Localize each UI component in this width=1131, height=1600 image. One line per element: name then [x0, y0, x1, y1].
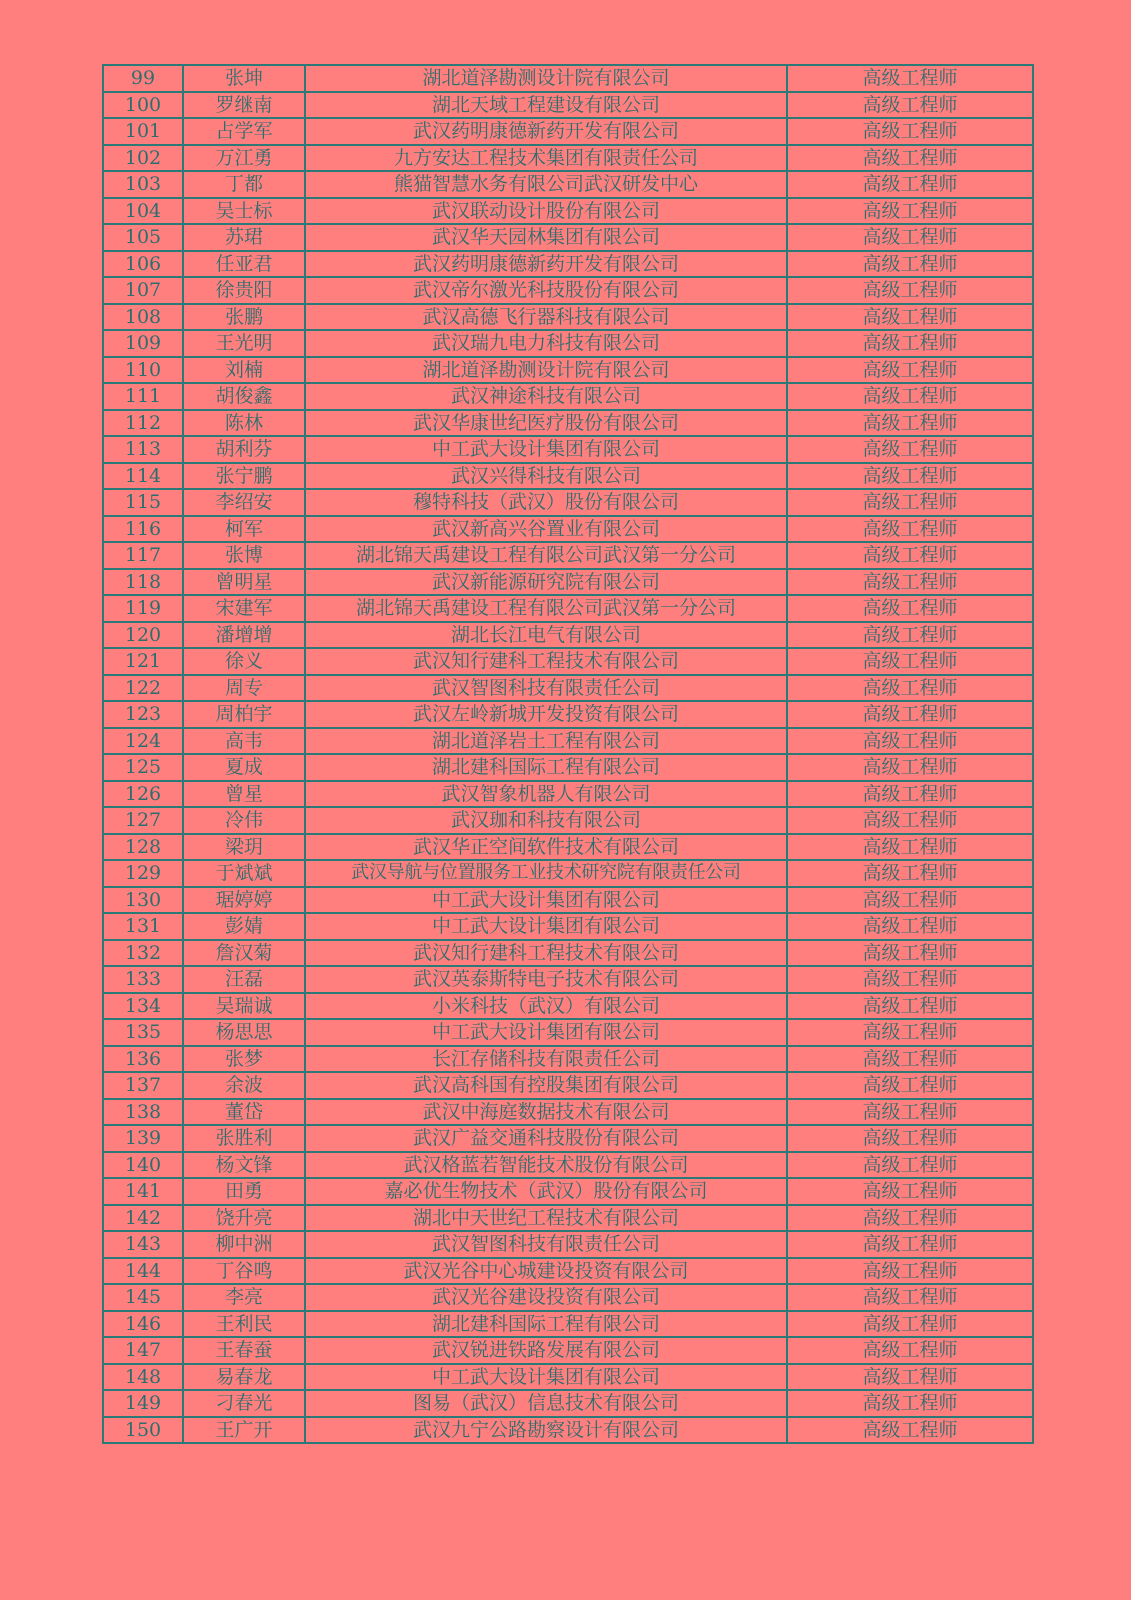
organization-cell: 中工武大设计集团有限公司 [305, 887, 787, 914]
person-name-cell: 丁谷鸣 [183, 1258, 305, 1285]
table-row [103, 913, 1033, 940]
professional-title-cell: 高级工程师 [787, 1390, 1033, 1417]
person-name-cell: 梁玥 [183, 834, 305, 861]
professional-title-cell: 高级工程师 [787, 569, 1033, 596]
row-number-cell: 125 [103, 754, 183, 781]
row-number-cell: 122 [103, 675, 183, 702]
row-number-cell: 126 [103, 781, 183, 808]
person-name-cell: 饶升亮 [183, 1205, 305, 1232]
person-name-cell: 于斌斌 [183, 860, 305, 887]
organization-cell: 长江存储科技有限责任公司 [305, 1046, 787, 1073]
organization-cell: 湖北中天世纪工程技术有限公司 [305, 1205, 787, 1232]
organization-cell: 小米科技（武汉）有限公司 [305, 993, 787, 1020]
professional-title-cell: 高级工程师 [787, 1231, 1033, 1258]
person-name-cell: 胡利芬 [183, 436, 305, 463]
table-row [103, 1364, 1033, 1391]
organization-cell: 穆特科技（武汉）股份有限公司 [305, 489, 787, 516]
organization-cell: 武汉珈和科技有限公司 [305, 807, 787, 834]
professional-title-cell: 高级工程师 [787, 357, 1033, 384]
organization-cell: 武汉光谷中心城建设投资有限公司 [305, 1258, 787, 1285]
person-name-cell: 汪磊 [183, 966, 305, 993]
person-name-cell: 柳中洲 [183, 1231, 305, 1258]
organization-cell: 武汉高科国有控股集团有限公司 [305, 1072, 787, 1099]
organization-cell: 武汉锐进铁路发展有限公司 [305, 1337, 787, 1364]
organization-cell: 嘉必优生物技术（武汉）股份有限公司 [305, 1178, 787, 1205]
table-row [103, 489, 1033, 516]
organization-cell: 武汉九宁公路勘察设计有限公司 [305, 1417, 787, 1444]
row-number-cell: 115 [103, 489, 183, 516]
table-row [103, 622, 1033, 649]
person-name-cell: 刘楠 [183, 357, 305, 384]
organization-cell: 武汉瑞九电力科技有限公司 [305, 330, 787, 357]
person-name-cell: 詹汉菊 [183, 940, 305, 967]
professional-title-cell: 高级工程师 [787, 834, 1033, 861]
organization-cell: 武汉左岭新城开发投资有限公司 [305, 701, 787, 728]
professional-title-cell: 高级工程师 [787, 887, 1033, 914]
person-name-cell: 周专 [183, 675, 305, 702]
table-row [103, 887, 1033, 914]
row-number-cell: 130 [103, 887, 183, 914]
row-number-cell: 118 [103, 569, 183, 596]
organization-cell: 武汉新高兴谷置业有限公司 [305, 516, 787, 543]
person-name-cell: 张鹏 [183, 304, 305, 331]
organization-cell: 武汉新能源研究院有限公司 [305, 569, 787, 596]
professional-title-cell: 高级工程师 [787, 1205, 1033, 1232]
row-number-cell: 106 [103, 251, 183, 278]
organization-cell: 九方安达工程技术集团有限责任公司 [305, 145, 787, 172]
professional-title-cell: 高级工程师 [787, 224, 1033, 251]
row-number-cell: 132 [103, 940, 183, 967]
table-row [103, 330, 1033, 357]
professional-title-cell: 高级工程师 [787, 383, 1033, 410]
row-number-cell: 108 [103, 304, 183, 331]
professional-title-cell: 高级工程师 [787, 198, 1033, 225]
organization-cell: 武汉华康世纪医疗股份有限公司 [305, 410, 787, 437]
professional-title-cell: 高级工程师 [787, 1311, 1033, 1338]
person-name-cell: 冷伟 [183, 807, 305, 834]
table-row [103, 277, 1033, 304]
table-row [103, 728, 1033, 755]
table-row [103, 648, 1033, 675]
row-number-cell: 134 [103, 993, 183, 1020]
table-row [103, 410, 1033, 437]
row-number-cell: 133 [103, 966, 183, 993]
row-number-cell: 102 [103, 145, 183, 172]
table-row [103, 781, 1033, 808]
row-number-cell: 117 [103, 542, 183, 569]
row-number-cell: 129 [103, 860, 183, 887]
person-name-cell: 周柏宇 [183, 701, 305, 728]
professional-title-cell: 高级工程师 [787, 913, 1033, 940]
person-name-cell: 夏成 [183, 754, 305, 781]
professional-title-cell: 高级工程师 [787, 701, 1033, 728]
table-row [103, 834, 1033, 861]
organization-cell: 湖北道泽勘测设计院有限公司 [305, 357, 787, 384]
row-number-cell: 109 [103, 330, 183, 357]
organization-cell: 武汉帝尔激光科技股份有限公司 [305, 277, 787, 304]
row-number-cell: 100 [103, 92, 183, 119]
organization-cell: 武汉药明康德新药开发有限公司 [305, 118, 787, 145]
professional-title-cell: 高级工程师 [787, 966, 1033, 993]
table-row [103, 1417, 1033, 1444]
table-row [103, 1337, 1033, 1364]
table-row [103, 1258, 1033, 1285]
person-name-cell: 张宁鹏 [183, 463, 305, 490]
row-number-cell: 131 [103, 913, 183, 940]
table-row [103, 65, 1033, 92]
row-number-cell: 114 [103, 463, 183, 490]
person-name-cell: 柯军 [183, 516, 305, 543]
professional-title-cell: 高级工程师 [787, 410, 1033, 437]
professional-title-cell: 高级工程师 [787, 675, 1033, 702]
person-name-cell: 王广开 [183, 1417, 305, 1444]
table-row [103, 569, 1033, 596]
professional-title-cell: 高级工程师 [787, 1125, 1033, 1152]
organization-cell: 中工武大设计集团有限公司 [305, 1364, 787, 1391]
person-name-cell: 余波 [183, 1072, 305, 1099]
organization-cell: 湖北道泽岩土工程有限公司 [305, 728, 787, 755]
person-name-cell: 易春龙 [183, 1364, 305, 1391]
row-number-cell: 138 [103, 1099, 183, 1126]
professional-title-cell: 高级工程师 [787, 436, 1033, 463]
person-name-cell: 王春蚕 [183, 1337, 305, 1364]
roster-page [102, 64, 1032, 1444]
professional-title-cell: 高级工程师 [787, 807, 1033, 834]
person-name-cell: 刁春光 [183, 1390, 305, 1417]
table-row [103, 463, 1033, 490]
organization-cell: 湖北道泽勘测设计院有限公司 [305, 65, 787, 92]
professional-title-cell: 高级工程师 [787, 648, 1033, 675]
row-number-cell: 120 [103, 622, 183, 649]
professional-title-cell: 高级工程师 [787, 1364, 1033, 1391]
organization-cell: 武汉知行建科工程技术有限公司 [305, 940, 787, 967]
row-number-cell: 128 [103, 834, 183, 861]
organization-cell: 熊猫智慧水务有限公司武汉研发中心 [305, 171, 787, 198]
row-number-cell: 103 [103, 171, 183, 198]
table-row [103, 118, 1033, 145]
professional-title-cell: 高级工程师 [787, 1284, 1033, 1311]
professional-title-cell: 高级工程师 [787, 145, 1033, 172]
row-number-cell: 148 [103, 1364, 183, 1391]
row-number-cell: 104 [103, 198, 183, 225]
professional-title-cell: 高级工程师 [787, 622, 1033, 649]
person-name-cell: 任亚君 [183, 251, 305, 278]
row-number-cell: 124 [103, 728, 183, 755]
row-number-cell: 142 [103, 1205, 183, 1232]
table-row [103, 1152, 1033, 1179]
person-name-cell: 吴士标 [183, 198, 305, 225]
organization-cell: 湖北天域工程建设有限公司 [305, 92, 787, 119]
person-name-cell: 董岱 [183, 1099, 305, 1126]
person-name-cell: 彭婧 [183, 913, 305, 940]
row-number-cell: 101 [103, 118, 183, 145]
table-row [103, 1019, 1033, 1046]
professional-title-cell: 高级工程师 [787, 92, 1033, 119]
professional-title-cell: 高级工程师 [787, 251, 1033, 278]
row-number-cell: 139 [103, 1125, 183, 1152]
person-name-cell: 宋建军 [183, 595, 305, 622]
table-row [103, 1099, 1033, 1126]
organization-cell: 中工武大设计集团有限公司 [305, 913, 787, 940]
row-number-cell: 140 [103, 1152, 183, 1179]
person-name-cell: 张胜利 [183, 1125, 305, 1152]
row-number-cell: 107 [103, 277, 183, 304]
row-number-cell: 105 [103, 224, 183, 251]
table-row [103, 251, 1033, 278]
row-number-cell: 127 [103, 807, 183, 834]
row-number-cell: 119 [103, 595, 183, 622]
person-name-cell: 李亮 [183, 1284, 305, 1311]
person-name-cell: 吴瑞诚 [183, 993, 305, 1020]
table-row [103, 383, 1033, 410]
organization-cell: 武汉智图科技有限责任公司 [305, 1231, 787, 1258]
organization-cell: 武汉兴得科技有限公司 [305, 463, 787, 490]
organization-cell: 武汉英泰斯特电子技术有限公司 [305, 966, 787, 993]
professional-title-cell: 高级工程师 [787, 330, 1033, 357]
professional-title-cell: 高级工程师 [787, 171, 1033, 198]
professional-title-cell: 高级工程师 [787, 1152, 1033, 1179]
organization-cell: 武汉广益交通科技股份有限公司 [305, 1125, 787, 1152]
organization-cell: 武汉智图科技有限责任公司 [305, 675, 787, 702]
table-row [103, 1046, 1033, 1073]
table-row [103, 701, 1033, 728]
row-number-cell: 147 [103, 1337, 183, 1364]
table-row [103, 1311, 1033, 1338]
table-row [103, 171, 1033, 198]
row-number-cell: 113 [103, 436, 183, 463]
table-row [103, 1072, 1033, 1099]
row-number-cell: 112 [103, 410, 183, 437]
professional-title-cell: 高级工程师 [787, 1099, 1033, 1126]
person-name-cell: 张坤 [183, 65, 305, 92]
professional-title-cell: 高级工程师 [787, 781, 1033, 808]
table-row [103, 1125, 1033, 1152]
person-name-cell: 徐义 [183, 648, 305, 675]
professional-title-cell: 高级工程师 [787, 65, 1033, 92]
professional-title-cell: 高级工程师 [787, 595, 1033, 622]
professional-title-cell: 高级工程师 [787, 542, 1033, 569]
professional-title-cell: 高级工程师 [787, 463, 1033, 490]
table-row [103, 92, 1033, 119]
table-row [103, 542, 1033, 569]
person-name-cell: 胡俊鑫 [183, 383, 305, 410]
table-row [103, 595, 1033, 622]
row-number-cell: 149 [103, 1390, 183, 1417]
row-number-cell: 137 [103, 1072, 183, 1099]
organization-cell: 中工武大设计集团有限公司 [305, 1019, 787, 1046]
table-row [103, 860, 1033, 887]
person-name-cell: 丁都 [183, 171, 305, 198]
organization-cell: 中工武大设计集团有限公司 [305, 436, 787, 463]
person-name-cell: 张博 [183, 542, 305, 569]
person-name-cell: 罗继南 [183, 92, 305, 119]
organization-cell: 湖北长江电气有限公司 [305, 622, 787, 649]
organization-cell: 图易（武汉）信息技术有限公司 [305, 1390, 787, 1417]
organization-cell: 武汉神途科技有限公司 [305, 383, 787, 410]
organization-cell: 武汉华正空间软件技术有限公司 [305, 834, 787, 861]
organization-cell: 武汉华天园林集团有限公司 [305, 224, 787, 251]
table-row [103, 1284, 1033, 1311]
person-name-cell: 曾星 [183, 781, 305, 808]
roster-table-body [103, 65, 1033, 1443]
organization-cell: 武汉中海庭数据技术有限公司 [305, 1099, 787, 1126]
professional-title-cell: 高级工程师 [787, 993, 1033, 1020]
table-row [103, 145, 1033, 172]
person-name-cell: 陈林 [183, 410, 305, 437]
table-row [103, 304, 1033, 331]
table-row [103, 966, 1033, 993]
professional-title-cell: 高级工程师 [787, 728, 1033, 755]
table-row [103, 754, 1033, 781]
person-name-cell: 琚婷婷 [183, 887, 305, 914]
row-number-cell: 141 [103, 1178, 183, 1205]
organization-cell: 湖北锦天禹建设工程有限公司武汉第一分公司 [305, 542, 787, 569]
table-row [103, 516, 1033, 543]
row-number-cell: 123 [103, 701, 183, 728]
organization-cell: 武汉知行建科工程技术有限公司 [305, 648, 787, 675]
professional-title-cell: 高级工程师 [787, 1072, 1033, 1099]
person-name-cell: 杨文锋 [183, 1152, 305, 1179]
row-number-cell: 111 [103, 383, 183, 410]
person-name-cell: 田勇 [183, 1178, 305, 1205]
row-number-cell: 110 [103, 357, 183, 384]
row-number-cell: 146 [103, 1311, 183, 1338]
professional-title-cell: 高级工程师 [787, 1019, 1033, 1046]
person-name-cell: 高韦 [183, 728, 305, 755]
person-name-cell: 万江勇 [183, 145, 305, 172]
row-number-cell: 99 [103, 65, 183, 92]
person-name-cell: 张梦 [183, 1046, 305, 1073]
organization-cell: 武汉联动设计股份有限公司 [305, 198, 787, 225]
row-number-cell: 150 [103, 1417, 183, 1444]
person-name-cell: 王利民 [183, 1311, 305, 1338]
row-number-cell: 121 [103, 648, 183, 675]
person-name-cell: 潘增增 [183, 622, 305, 649]
professional-title-cell: 高级工程师 [787, 1046, 1033, 1073]
organization-cell: 武汉光谷建设投资有限公司 [305, 1284, 787, 1311]
roster-table [102, 64, 1034, 1444]
person-name-cell: 杨思思 [183, 1019, 305, 1046]
professional-title-cell: 高级工程师 [787, 754, 1033, 781]
professional-title-cell: 高级工程师 [787, 1417, 1033, 1444]
organization-cell: 湖北锦天禹建设工程有限公司武汉第一分公司 [305, 595, 787, 622]
professional-title-cell: 高级工程师 [787, 277, 1033, 304]
table-row [103, 1231, 1033, 1258]
person-name-cell: 王光明 [183, 330, 305, 357]
row-number-cell: 135 [103, 1019, 183, 1046]
professional-title-cell: 高级工程师 [787, 940, 1033, 967]
organization-cell: 武汉高德飞行器科技有限公司 [305, 304, 787, 331]
professional-title-cell: 高级工程师 [787, 1258, 1033, 1285]
professional-title-cell: 高级工程师 [787, 860, 1033, 887]
row-number-cell: 144 [103, 1258, 183, 1285]
table-row [103, 436, 1033, 463]
row-number-cell: 116 [103, 516, 183, 543]
organization-cell: 武汉导航与位置服务工业技术研究院有限责任公司 [305, 860, 787, 887]
table-row [103, 675, 1033, 702]
professional-title-cell: 高级工程师 [787, 118, 1033, 145]
organization-cell: 武汉药明康德新药开发有限公司 [305, 251, 787, 278]
table-row [103, 807, 1033, 834]
person-name-cell: 占学军 [183, 118, 305, 145]
professional-title-cell: 高级工程师 [787, 1178, 1033, 1205]
table-row [103, 1178, 1033, 1205]
organization-cell: 武汉智象机器人有限公司 [305, 781, 787, 808]
organization-cell: 武汉格蓝若智能技术股份有限公司 [305, 1152, 787, 1179]
person-name-cell: 李绍安 [183, 489, 305, 516]
row-number-cell: 143 [103, 1231, 183, 1258]
table-row [103, 1390, 1033, 1417]
person-name-cell: 苏珺 [183, 224, 305, 251]
professional-title-cell: 高级工程师 [787, 489, 1033, 516]
table-row [103, 940, 1033, 967]
table-row [103, 357, 1033, 384]
table-row [103, 224, 1033, 251]
professional-title-cell: 高级工程师 [787, 516, 1033, 543]
person-name-cell: 曾明星 [183, 569, 305, 596]
professional-title-cell: 高级工程师 [787, 304, 1033, 331]
professional-title-cell: 高级工程师 [787, 1337, 1033, 1364]
table-row [103, 1205, 1033, 1232]
row-number-cell: 136 [103, 1046, 183, 1073]
table-row [103, 198, 1033, 225]
person-name-cell: 徐贵阳 [183, 277, 305, 304]
table-row [103, 993, 1033, 1020]
organization-cell: 湖北建科国际工程有限公司 [305, 1311, 787, 1338]
organization-cell: 湖北建科国际工程有限公司 [305, 754, 787, 781]
row-number-cell: 145 [103, 1284, 183, 1311]
